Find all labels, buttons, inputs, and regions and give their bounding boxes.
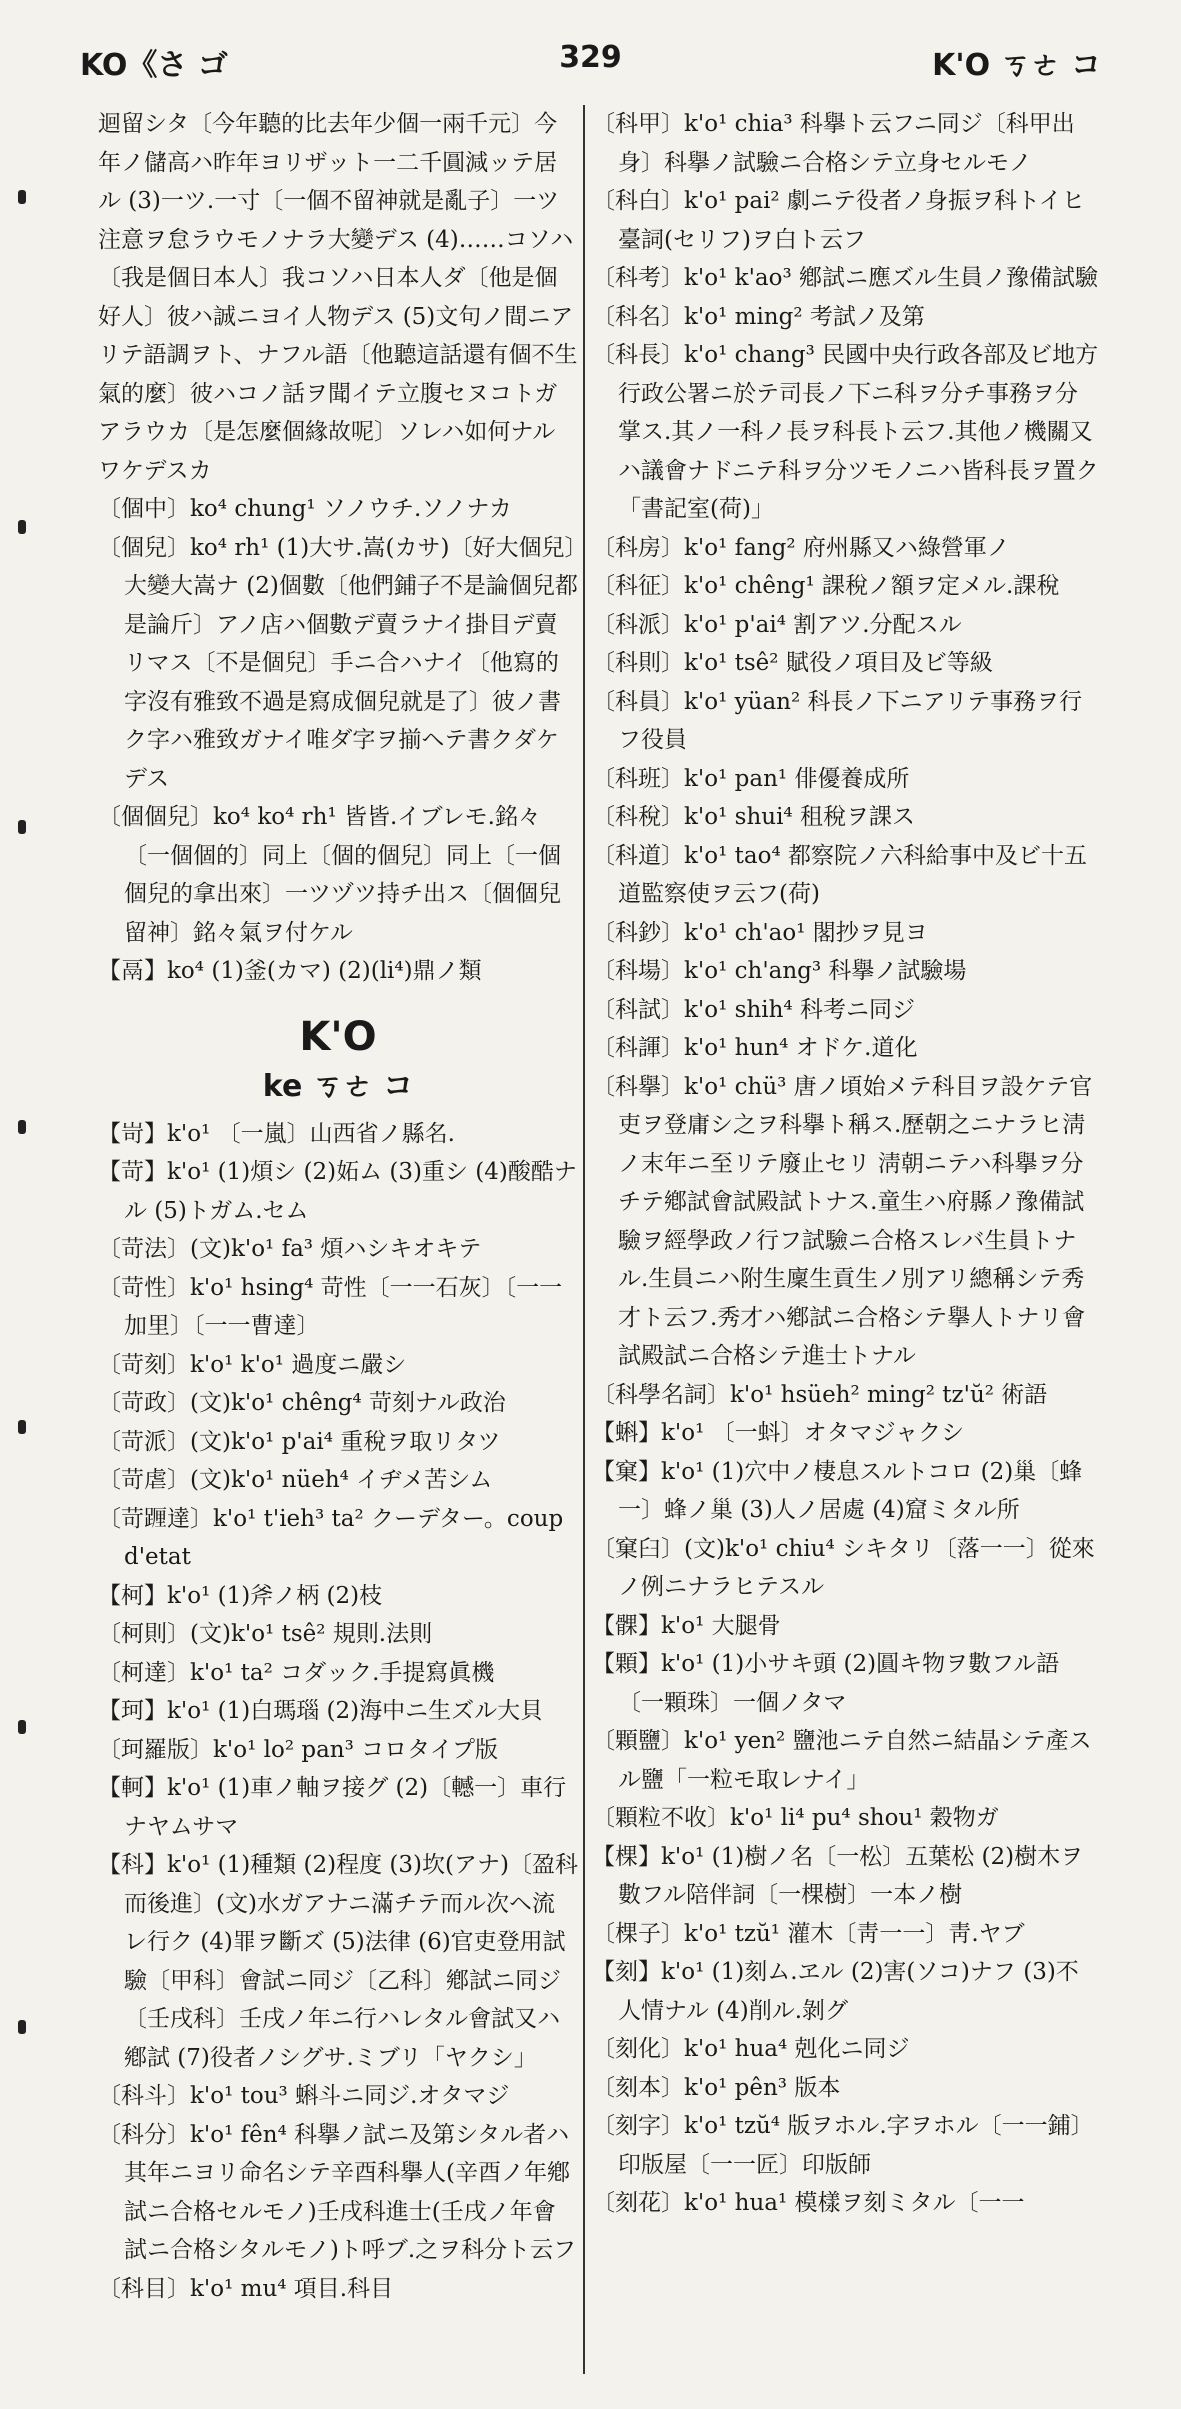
- running-head-left: KO《さ ゴ: [80, 48, 228, 83]
- page-header: [70, 40, 1111, 90]
- dictionary-entry: 〔苛派〕(文)k'o¹ p'ai⁴ 重稅ヲ取リタツ: [98, 1428, 501, 1455]
- dictionary-entry: 〔苛性〕k'o¹ hsing⁴ 苛性〔一一石灰〕〔一一加里〕〔一一曹達〕: [98, 1274, 563, 1339]
- dictionary-entry: 〔科擧〕k'o¹ chü³ 唐ノ頃始メテ科目ヲ設ケテ官吏ヲ登庸シ之ヲ科擧ト稱ス.歷朝之ニナラヒ淸ノ末年ニ至リテ廢止セリ 淸朝ニテハ科擧ヲ分チテ鄕試會試殿試トナス.童生ハ府縣ノ豫備試驗ヲ經學政ノ行フ試驗ニ合格スレバ生員トナル.生員ニハ附生廩生貢生ノ別アリ總稱シテ秀才ト云フ.秀才ハ鄕試ニ合格シテ擧人トナリ會試殿試ニ合格シテ進士トナル: [592, 1073, 1093, 1369]
- dictionary-entry: 〔科長〕k'o¹ chang³ 民國中央行政各部及ビ地方行政公署ニ於テ司長ノ下ニ科ヲ分チ事務ヲ分掌ス.其ノ一科ノ長ヲ科長ト云フ.其他ノ機關又ハ議會ナドニテ科ヲ分ツモノニハ皆科長ヲ置ク「書記室(荷)」: [592, 342, 1099, 522]
- dictionary-entry: 〔刻本〕k'o¹ pên³ 版本: [592, 2074, 841, 2101]
- dictionary-entry: 〔苛政〕(文)k'o¹ chêng⁴ 苛刻ナル政治: [98, 1390, 506, 1416]
- dictionary-entry: 【鬲】ko⁴ (1)釜(カマ) (2)(li⁴)鼎ノ類: [98, 958, 482, 984]
- dictionary-entry: 〔顆鹽〕k'o¹ yen² 鹽池ニテ自然ニ結晶シテ產スル鹽「一粒モ取レナイ」: [592, 1728, 1092, 1793]
- column-divider: [583, 105, 585, 2374]
- dictionary-entry: 〔科員〕k'o¹ yüan² 科長ノ下ニアリテ事務ヲ行フ役員: [592, 688, 1083, 753]
- dictionary-entry: 〔科學名詞〕k'o¹ hsüeh² ming² tz'ŭ² 術語: [592, 1381, 1048, 1408]
- dictionary-entry: 迴留シタ〔今年聽的比去年少個一兩千元〕今年ノ儲高ハ昨年ヨリザット一二千圓減ッテ居ル (3)一ツ.一寸〔一個不留神就是亂子〕一ツ注意ヲ怠ラウモノナラ大變デス (4)……コソハ〔我是個日本人〕我コソハ日本人ダ〔他是個好人〕彼ハ誠ニヨイ人物デス (5)文句ノ間ニアリテ語調ヲト、ナフル語〔他聽這話還有個不生氣的麼〕彼ハコノ話ヲ聞イテ立腹セヌコトガアラウカ〔是怎麼個緣故呢〕ソレハ如何ナルワケデスカ: [98, 111, 578, 484]
- margin-mark: [18, 820, 26, 834]
- dictionary-entry: 〔科分〕k'o¹ fên⁴ 科擧ノ試ニ及第シタル者ハ其年ニヨリ命名シテ辛酉科擧人(辛酉ノ年鄕試ニ合格セルモノ)壬戌科進士(壬戌ノ年會試ニ合格シタルモノ)ト呼ブ.之ヲ科分ト云フ: [98, 2121, 577, 2263]
- margin-mark: [18, 1720, 26, 1734]
- dictionary-entry: 【柯】k'o¹ (1)斧ノ柄 (2)枝: [98, 1582, 383, 1609]
- dictionary-entry: 〔個中〕ko⁴ chung¹ ソノウチ.ソノナカ: [98, 496, 512, 522]
- dictionary-entry: 【軻】k'o¹ (1)車ノ軸ヲ接グ (2)〔轗一〕車行ナヤムサマ: [98, 1775, 567, 1840]
- dictionary-entry: 【髁】k'o¹ 大腿骨: [592, 1612, 781, 1639]
- dictionary-entry: 〔科試〕k'o¹ shih⁴ 科考ニ同ジ: [592, 996, 915, 1023]
- dictionary-entry: 【岢】k'o¹ 〔一嵐〕山西省ノ縣名.: [98, 1120, 455, 1147]
- dictionary-entry: 〔珂羅版〕k'o¹ lo² pan³ コロタイプ版: [98, 1736, 499, 1763]
- dictionary-entry: 〔科名〕k'o¹ ming² 考試ノ及第: [592, 303, 925, 330]
- dictionary-entry: 〔棵子〕k'o¹ tzŭ¹ 灌木〔靑一一〕靑.ヤブ: [592, 1920, 1025, 1947]
- dictionary-entry: 〔科目〕k'o¹ mu⁴ 項目.科目: [98, 2275, 394, 2302]
- dictionary-entry: 〔科征〕k'o¹ chêng¹ 課稅ノ額ヲ定メル.課稅: [592, 573, 1060, 599]
- dictionary-entry: 〔苛法〕(文)k'o¹ fa³ 煩ハシキオキテ: [98, 1236, 482, 1262]
- dictionary-entry: 〔柯則〕(文)k'o¹ tsê² 規則.法則: [98, 1621, 433, 1647]
- dictionary-entry: 〔個兒〕ko⁴ rh¹ (1)大サ.嵩(カサ)〔好大個兒〕大變大嵩ナ (2)個數〔他們鋪子不是論個兒都是論斤〕アノ店ハ個數デ賣ラナイ掛目デ賣リマス〔不是個兒〕手ニ合ハナイ〔他寫的字沒有雅致不過是寫成個兒就是了〕彼ノ書ク字ハ雅致ガナイ唯ダ字ヲ揃ヘテ書クダケデス: [98, 534, 578, 792]
- dictionary-entry: 〔科房〕k'o¹ fang² 府州縣又ハ綠營軍ノ: [592, 534, 1010, 561]
- dictionary-entry: 〔科派〕k'o¹ p'ai⁴ 割アツ.分配スル: [592, 611, 962, 638]
- dictionary-entry: 〔科班〕k'o¹ pan¹ 俳優養成所: [592, 765, 910, 792]
- dictionary-entry: 〔科鈔〕k'o¹ ch'ao¹ 閣抄ヲ見ヨ: [592, 919, 928, 946]
- dictionary-entry: 【顆】k'o¹ (1)小サキ頭 (2)圓キ物ヲ數フル語〔一顆珠〕一個ノタマ: [592, 1651, 1060, 1716]
- running-head-right: K'O ㄎㄜ コ: [932, 48, 1101, 83]
- dictionary-entry: 〔科甲〕k'o¹ chia³ 科擧ト云フニ同ジ〔科甲出身〕科擧ノ試驗ニ合格シテ立身セルモノ: [592, 111, 1075, 176]
- dictionary-entry: 〔苛𨂷達〕k'o¹ t'ieh³ ta² クーデター。coup d'etat: [98, 1505, 564, 1570]
- dictionary-entry: 〔柯達〕k'o¹ ta² コダック.手提寫眞機: [98, 1659, 495, 1686]
- dictionary-entry: 〔科諢〕k'o¹ hun⁴ オドケ.道化: [592, 1035, 918, 1061]
- section-heading: K'O: [299, 1013, 377, 1060]
- margin-mark: [18, 2020, 26, 2034]
- right-column: [592, 105, 1100, 2374]
- left-column: [98, 105, 578, 2374]
- margin-mark: [18, 190, 26, 204]
- dictionary-entry: 【科】k'o¹ (1)種類 (2)程度 (3)坎(アナ)〔盈科而後進〕(文)水ガアナニ滿チテ而ル次ヘ流レ行ク (4)罪ヲ斷ズ (5)法律 (6)官吏登用試驗〔甲科〕會試ニ同ジ〔乙科〕鄕試ニ同ジ〔壬戌科〕壬戌ノ年ニ行ハレタル會試又ハ鄕試 (7)役者ノシグサ.ミブリ「ヤクシ」: [98, 1852, 578, 2071]
- dictionary-entry: 〔科斗〕k'o¹ tou³ 蝌斗ニ同ジ.オタマジ: [98, 2083, 510, 2109]
- margin-mark: [18, 1120, 26, 1134]
- dictionary-entry: 【棵】k'o¹ (1)樹ノ名〔一松〕五葉松 (2)樹木ヲ數フル陪伴詞〔一棵樹〕一本ノ樹: [592, 1843, 1084, 1908]
- dictionary-entry: 【珂】k'o¹ (1)白瑪瑙 (2)海中ニ生ズル大貝: [98, 1698, 544, 1724]
- page-number: 329: [559, 40, 622, 75]
- dictionary-entry: 【蝌】k'o¹ 〔一蚪〕オタマジャクシ: [592, 1420, 965, 1446]
- dictionary-entry: 〔刻化〕k'o¹ hua⁴ 剋化ニ同ジ: [592, 2036, 910, 2062]
- margin-mark: [18, 520, 26, 534]
- dictionary-entry: 〔顆粒不收〕k'o¹ li⁴ pu⁴ shou¹ 穀物ガ: [592, 1805, 999, 1831]
- dictionary-entry: 〔科白〕k'o¹ pai² 劇ニテ役者ノ身振ヲ科トイヒ臺詞(セリフ)ヲ白ト云フ: [592, 188, 1085, 253]
- dictionary-entry: 〔個個兒〕ko⁴ ko⁴ rh¹ 皆皆.イブレモ.銘々〔一個個的〕同上〔個的個兒〕同上〔一個個兒的拿出來〕一ツヅツ持チ出ス〔個個兒留神〕銘々氣ヲ付ケル: [98, 804, 561, 946]
- dictionary-entry: 〔苛刻〕k'o¹ k'o¹ 過度ニ嚴シ: [98, 1351, 407, 1378]
- dictionary-entry: 〔科則〕k'o¹ tsê² 賦役ノ項目及ビ等級: [592, 650, 993, 676]
- dictionary-entry: 【窠】k'o¹ (1)穴中ノ棲息スルトコロ (2)巢〔蜂一〕蜂ノ巢 (3)人ノ居處 (4)窟ミタル所: [592, 1458, 1083, 1523]
- dictionary-entry: 〔科場〕k'o¹ ch'ang³ 科擧ノ試驗場: [592, 958, 967, 984]
- dictionary-entry: 【刻】k'o¹ (1)刻ム.ヱル (2)害(ソコ)ナフ (3)不人情ナル (4)削ル.剝グ: [592, 1959, 1079, 2024]
- dictionary-entry: 〔苛虐〕(文)k'o¹ nüeh⁴ イヂメ苦シム: [98, 1467, 493, 1493]
- dictionary-entry: 〔科道〕k'o¹ tao⁴ 都察院ノ六科給事中及ビ十五道監察使ヲ云フ(荷): [592, 842, 1087, 907]
- dictionary-entry: 【苛】k'o¹ (1)煩シ (2)妬ム (3)重シ (4)酸酷ナル (5)トガム.セム: [98, 1159, 577, 1224]
- margin-mark: [18, 1420, 26, 1434]
- section-subheading: ke ㄎㄜ コ: [262, 1068, 414, 1104]
- dictionary-entry: 〔刻字〕k'o¹ tzŭ⁴ 版ヲホル.字ヲホル〔一一鋪〕印版屋〔一一匠〕印版師: [592, 2113, 1094, 2178]
- dictionary-entry: 〔科稅〕k'o¹ shui⁴ 租稅ヲ課ス: [592, 804, 915, 830]
- dictionary-entry: 〔刻花〕k'o¹ hua¹ 模樣ヲ刻ミタル〔一一: [592, 2190, 1025, 2216]
- dictionary-entry: 〔科考〕k'o¹ k'ao³ 鄕試ニ應ズル生員ノ豫備試驗: [592, 265, 1098, 291]
- dictionary-entry: 〔窠臼〕(文)k'o¹ chiu⁴ シキタリ〔落一一〕從來ノ例ニナラヒテスル: [592, 1535, 1095, 1600]
